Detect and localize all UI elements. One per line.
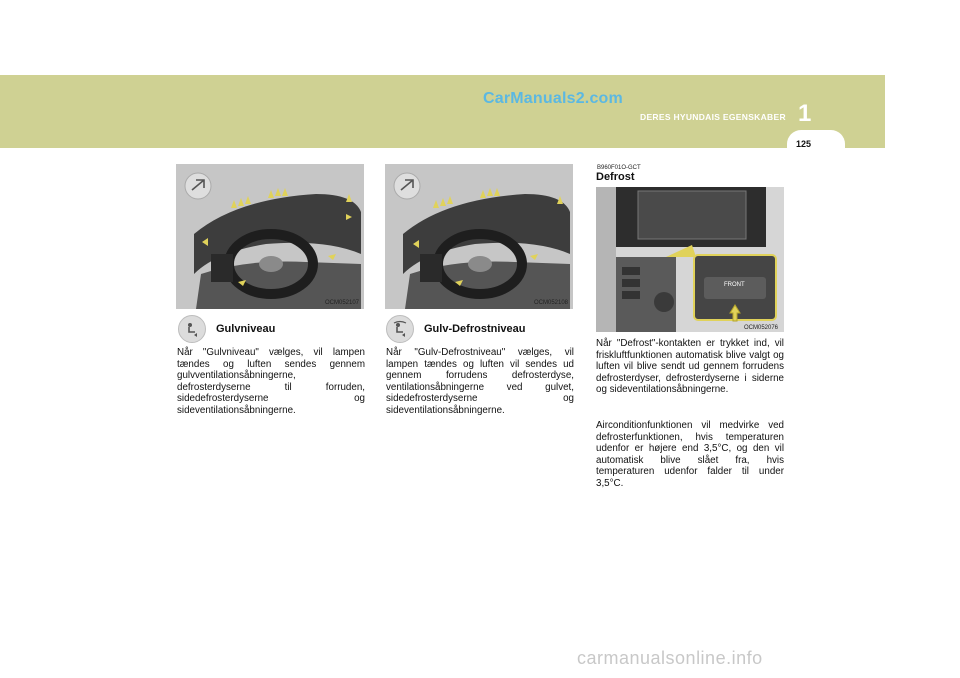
image-code: OCM052076 <box>744 325 779 331</box>
image-code: OCM052108 <box>534 300 569 306</box>
section-heading: Gulvniveau <box>216 323 276 335</box>
front-button-label: FRONT <box>724 282 745 288</box>
section-title: DERES HYUNDAIS EGENSKABER <box>640 112 786 122</box>
section-heading: Defrost <box>596 171 635 183</box>
body-paragraph: Når "Gulvniveau" vælges, vil lampen tændes og luften sendes gennem gulvventilationsåbningerne, defrosterdyserne til forruden, sidedefrosterdyserne og sideventilationsåbningerne. <box>177 347 365 416</box>
floor-mode-icon <box>178 315 206 343</box>
reference-code: B960F01O-GCT <box>597 165 641 171</box>
dashboard-floor-mode-image <box>176 164 364 309</box>
floor-defrost-heading-row <box>386 315 525 343</box>
floor-defrost-mode-icon <box>386 315 414 343</box>
defrost-button-image <box>596 187 784 332</box>
site-logo[interactable]: CarManuals2.com <box>483 90 623 107</box>
body-paragraph: Når "Defrost"-kontakten er trykket ind, vil friskluftfunktionen automatisk blive valgt og luften vil blive sendt ud gennem forrudens defrosterdyser, defrosterdyserne i siderne og sideventilationsåbningerne. <box>596 338 784 396</box>
body-paragraph: Når "Gulv-Defrostniveau" vælges, vil lampen tændes og luften vil sendes ud gennem forrudens defrosterdyse, ventilationsåbningerne ved gulvet, sidedefrosterdyserne og sideventilationsåbningerne. <box>386 347 574 416</box>
body-paragraph: Airconditionfunktionen vil medvirke ved defrosterfunktionen, hvis temperaturen udenfor er højere end 3,5°C, og den vil automatisk blive slået fra, hvis temperaturen udenfor falder til under 3,5°C. <box>596 420 784 489</box>
chapter-number: 1 <box>798 100 812 127</box>
page-number: 125 <box>796 139 812 149</box>
image-code: OCM052107 <box>325 300 360 306</box>
dashboard-floor-defrost-mode-image <box>385 164 573 309</box>
floor-mode-heading-row <box>178 315 275 343</box>
watermark: carmanualsonline.info <box>577 648 763 668</box>
section-heading: Gulv-Defrostniveau <box>424 323 526 335</box>
